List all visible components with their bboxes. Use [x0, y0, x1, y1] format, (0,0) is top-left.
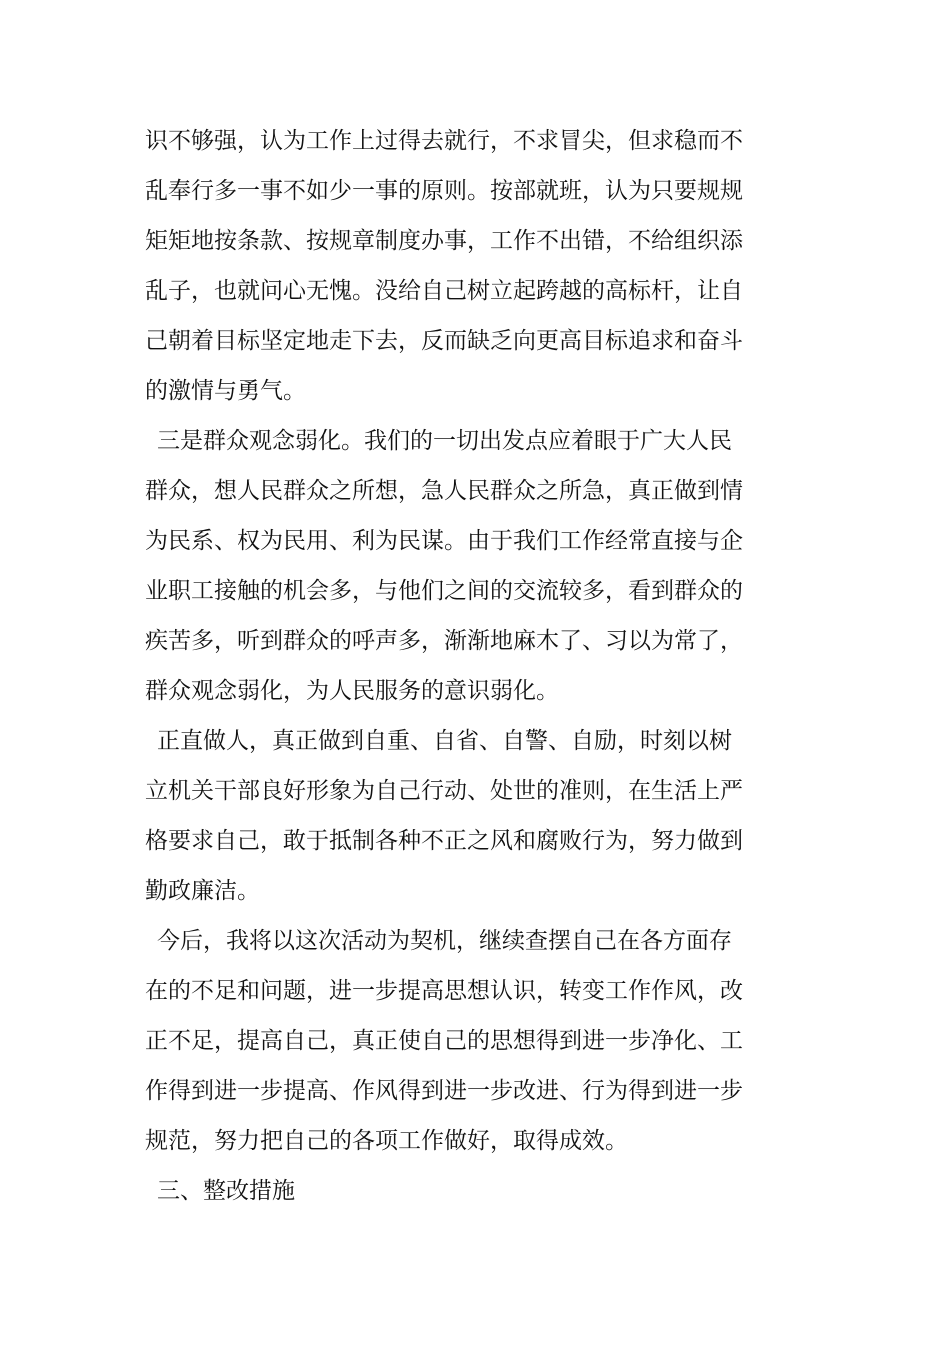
text-line: 勤政廉洁。 — [145, 878, 260, 904]
text-line: 的激情与勇气。 — [145, 378, 306, 404]
text-line: 乱奉行多一事不如少一事的原则。按部就班，认为只要规规 — [145, 178, 743, 204]
text-line: 群众，想人民群众之所想，急人民群众之所急，真正做到情 — [145, 478, 743, 504]
text-line: 矩矩地按条款、按规章制度办事，工作不出错，不给组织添 — [145, 228, 743, 254]
paragraph-start-line: 今后，我将以这次活动为契机，继续查摆自己在各方面存 — [157, 928, 732, 954]
text-line: 立机关干部良好形象为自己行动、处世的准则，在生活上严 — [145, 778, 743, 804]
text-line: 业职工接触的机会多，与他们之间的交流较多，看到群众的 — [145, 578, 743, 604]
text-line: 正不足，提高自己，真正使自己的思想得到进一步净化、工 — [145, 1028, 743, 1054]
paragraph-start-line: 三是群众观念弱化。我们的一切出发点应着眼于广大人民 — [157, 428, 732, 454]
text-line: 在的不足和问题，进一步提高思想认识，转变工作作风，改 — [145, 978, 743, 1004]
text-line: 作得到进一步提高、作风得到进一步改进、行为得到进一步 — [145, 1078, 743, 1104]
text-line: 疾苦多，听到群众的呼声多，渐渐地麻木了、习以为常了， — [145, 628, 743, 654]
section-heading: 三、整改措施 — [157, 1178, 295, 1204]
text-line: 己朝着目标坚定地走下去，反而缺乏向更高目标追求和奋斗 — [145, 328, 743, 354]
text-line: 群众观念弱化，为人民服务的意识弱化。 — [145, 678, 559, 704]
text-line: 格要求自己，敢于抵制各种不正之风和腐败行为，努力做到 — [145, 828, 743, 854]
text-line: 为民系、权为民用、利为民谋。由于我们工作经常直接与企 — [145, 528, 743, 554]
text-line: 规范，努力把自己的各项工作做好，取得成效。 — [145, 1128, 628, 1154]
text-line: 识不够强，认为工作上过得去就行，不求冒尖，但求稳而不 — [145, 128, 743, 154]
document-body — [145, 116, 745, 1216]
text-line: 乱子，也就问心无愧。没给自己树立起跨越的高标杆，让自 — [145, 278, 743, 304]
paragraph-start-line: 正直做人，真正做到自重、自省、自警、自励，时刻以树 — [157, 728, 732, 754]
